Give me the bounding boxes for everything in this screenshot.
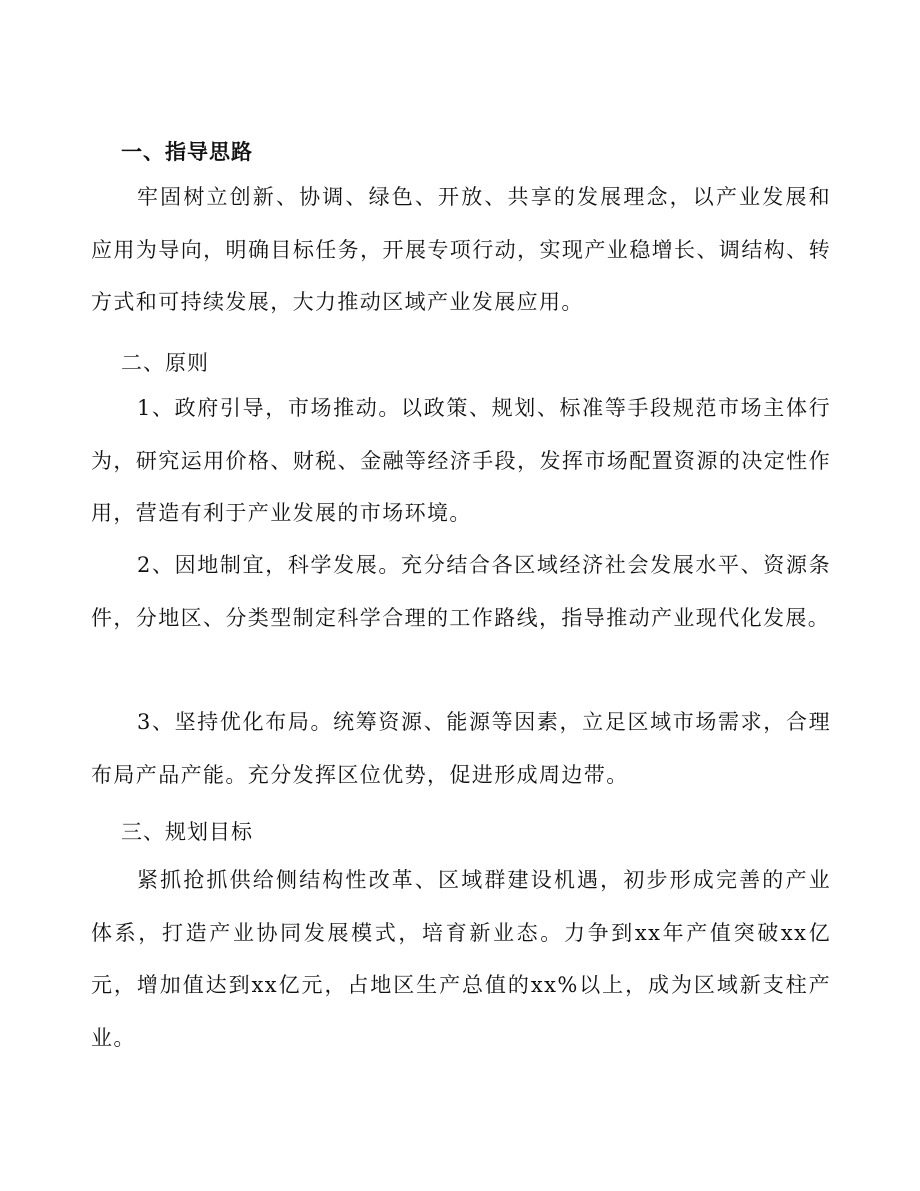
paragraph-principle-1: 1、政府引导，市场推动。以政策、规划、标准等手段规范市场主体行为，研究运用价格、财税、金融等经济手段，发挥市场配置资源的决定性作用，营造有利于产业发展的市场环境。 bbox=[91, 396, 831, 526]
section-heading-guiding-idea: 一、指导思路 bbox=[121, 139, 253, 164]
paragraph-planning-goals: 紧抓抢抓供给侧结构性改革、区域群建设机遇，初步形成完善的产业体系，打造产业协同发展模式，培育新业态。力争到xx年产值突破xx亿元，增加值达到xx亿元，占地区生产总值的xx%以上，成为区域新支柱产业。 bbox=[91, 868, 831, 1050]
paragraph-principle-3: 3、坚持优化布局。统筹资源、能源等因素，立足区域市场需求，合理布局产品产能。充分发挥区位优势，促进形成周边带。 bbox=[91, 710, 831, 787]
paragraph-guiding-idea: 牢固树立创新、协调、绿色、开放、共享的发展理念，以产业发展和应用为导向，明确目标任务，开展专项行动，实现产业稳增长、调结构、转方式和可持续发展，大力推动区域产业发展应用。 bbox=[91, 185, 831, 315]
section-heading-planning-goals: 三、规划目标 bbox=[121, 820, 253, 844]
section-heading-principles: 二、原则 bbox=[121, 351, 209, 375]
paragraph-principle-2: 2、因地制宜，科学发展。充分结合各区域经济社会发展水平、资源条件，分地区、分类型制定科学合理的工作路线，指导推动产业现代化发展。 bbox=[91, 553, 831, 630]
